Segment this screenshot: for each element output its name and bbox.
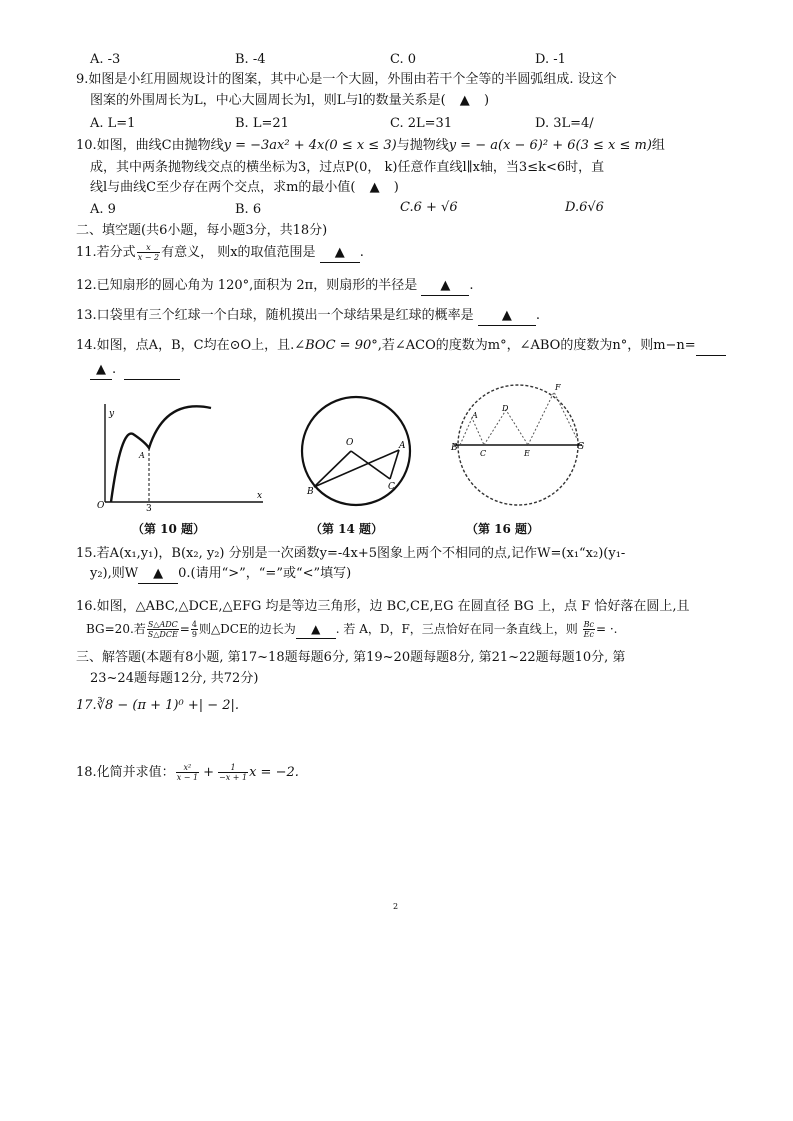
label-a: A xyxy=(399,441,406,451)
q10-line3: 线l与曲线C至少存在两个交点，求m的最小值( ▲ ) xyxy=(90,180,399,195)
q8-option-c: C. 0 xyxy=(390,52,417,67)
q14-line1: 14.如图，点A，B，C均在⊙O上，且.∠BOC = 90°,若∠ACO的度数为m°，∠ABO的度数为n°，则m−n= xyxy=(76,337,726,356)
q8-option-b: B. -4 xyxy=(235,52,266,67)
q18-fraction-2: $\frac{1}{-x + 1}$ xyxy=(218,763,248,782)
segment-ac xyxy=(390,450,399,479)
q15-line2: y₂),则W ▲ 0.(请用“>”，“=”或“<”填写) xyxy=(90,565,351,584)
triangle-efg xyxy=(528,392,580,445)
label-a: A xyxy=(472,411,478,420)
label-b: B xyxy=(451,443,458,453)
q9-line2: 图案的外围周长为L，中心大圆周长为l，则L与l的数量关系是( ▲ ) xyxy=(90,93,490,108)
q10-line1: 10.如图，曲线C由抛物线y = −3ax² + 4x(0 ≤ x ≤ 3)与抛物线y = − a(x − 6)² + 6(3 ≤ x ≤ m)组 xyxy=(76,138,665,153)
q9-line1: 9.如图是小红用圆规设计的图案，其中心是一个大圆，外围由若干个全等的半圆弧组成. 设这个 xyxy=(76,72,617,87)
q10-eq2: y = − a(x − 6)² + 6(3 ≤ x ≤ m) xyxy=(448,138,652,153)
point-a-label: A xyxy=(139,451,145,460)
label-f: F xyxy=(555,383,561,392)
label-o: O xyxy=(346,438,354,448)
label-g: G xyxy=(577,442,585,452)
q14-eq: ∠BOC = 90° xyxy=(294,338,378,353)
q9-option-c: C. 2L=31 xyxy=(390,116,453,131)
x-label: x xyxy=(257,491,263,501)
answer-mark: ▲ xyxy=(459,93,470,108)
answer-mark: ▲ xyxy=(440,278,451,293)
q12: 12.已知扇形的圆心角为 120°,面积为 2π，则扇形的半径是 ▲ . xyxy=(76,277,473,296)
answer-blank xyxy=(296,620,336,639)
section3-line2: 23~24题每题12分, 共72分) xyxy=(90,671,259,686)
answer-mark: ▲ xyxy=(90,361,112,380)
answer-mark: ▲ xyxy=(501,308,512,323)
q18-fraction-1: $\frac{\text{x²}}{x - 1}$ xyxy=(176,763,199,782)
q16-line2: BG=20.若 $\frac{\text{S△ADC}}{\text{S△DCE}}$ = $\frac{4}{9}$ 则△DCE的边长为 ▲ . 若 A，D，F，三点恰好在同一条直线上，则 $\frac{Bc}{Ec}$ = ·. xyxy=(86,620,618,639)
q17: 17.∛8 − (π + 1)⁰ +| − 2|. xyxy=(76,698,240,713)
q8-option-d: D. -1 xyxy=(535,52,566,67)
label-e: E xyxy=(524,449,530,458)
answer-mark: ▲ xyxy=(311,622,321,636)
q10-option-d: D.6√6 xyxy=(565,200,604,215)
q16-bc-ec-ratio: $\frac{Bc}{Ec}$ xyxy=(583,620,594,639)
label-d: D xyxy=(502,404,509,413)
q18: 18.化简并求值： $\frac{\text{x²}}{x - 1}$ + $\frac{1}{-x + 1}$ x = −2. xyxy=(76,763,299,782)
answer-mark: ▲ xyxy=(334,245,345,260)
q10-line2: 成，其中两条抛物线交点的横坐标为3，过点P(0， k)任意作直线l∥x轴，当3≤k<6时，直 xyxy=(90,160,605,175)
q9-option-d: D. 3L=4/ xyxy=(535,116,594,131)
figure-14-circle xyxy=(298,392,414,508)
figure-10-caption: （第 10 题） xyxy=(132,522,206,536)
y-label: y xyxy=(109,409,115,419)
tick-3-label: 3 xyxy=(146,504,152,513)
figure-16-caption: （第 16 题） xyxy=(466,522,540,536)
figure-14-caption: （第 14 题） xyxy=(310,522,384,536)
section2-heading: 二、填空题(共6小题，每小题3分，共18分) xyxy=(76,223,328,238)
answer-mark: ▲ xyxy=(153,566,164,581)
answer-blank xyxy=(421,277,469,296)
q10-option-b: B. 6 xyxy=(235,202,262,217)
q9-option-b: B. L=21 xyxy=(235,116,289,131)
label-c: C xyxy=(388,482,395,492)
q15-line1: 15.若A(x₁,y₁)，B(x₂, y₂) 分别是一次函数y=-4x+5图象上两个不相同的点,记作W=(x₁“x₂)(y₁- xyxy=(76,546,626,561)
segment-oc xyxy=(351,451,390,479)
origin-label: O xyxy=(97,501,105,511)
figure-16-circle xyxy=(448,380,588,510)
q11: 11.若分式 $\frac{x}{x - 2}$ 有意义， 则x的取值范围是 ▲ . xyxy=(76,243,364,262)
answer-blank xyxy=(124,361,180,380)
answer-blank xyxy=(320,244,360,263)
q8-option-a: A. -3 xyxy=(90,52,121,67)
triangle-abc xyxy=(460,418,484,445)
page-number: 2 xyxy=(393,902,399,911)
q10-option-c: C.6 + √6 xyxy=(400,200,458,215)
answer-mark: ▲ xyxy=(369,180,380,195)
q16-ratio-value: $\frac{4}{9}$ xyxy=(191,620,197,639)
q16-line1: 16.如图，△ABC,△DCE,△EFG 均是等边三角形，边 BC,CE,EG 在圆直径 BG 上，点 F 恰好落在圆上,且 xyxy=(76,599,690,614)
q16-area-ratio: $\frac{\text{S△ADC}}{\text{S△DCE}}$ xyxy=(147,620,178,639)
label-c: C xyxy=(480,449,487,458)
q11-fraction: $\frac{x}{x - 2}$ xyxy=(137,243,160,262)
q9-option-a: A. L=1 xyxy=(90,116,136,131)
section3-line1: 三、解答题(本题有8小题, 第17~18题每题6分, 第19~20题每题8分, 第21~22题每题10分, 第 xyxy=(76,650,626,665)
answer-blank xyxy=(478,307,536,326)
q14-line2: ▲ . xyxy=(90,361,180,380)
figure-10-graph xyxy=(93,398,273,513)
answer-blank xyxy=(696,337,726,356)
q13: 13.口袋里有三个红球一个白球，随机摸出一个球结果是红球的概率是 ▲ . xyxy=(76,307,540,326)
curve-c xyxy=(111,406,211,502)
answer-blank xyxy=(138,565,178,584)
q10-eq1: y = −3ax² + 4x(0 ≤ x ≤ 3) xyxy=(223,138,397,153)
triangle-dce xyxy=(484,410,528,445)
q10-option-a: A. 9 xyxy=(90,202,116,217)
segment-ob xyxy=(314,451,351,487)
label-b: B xyxy=(307,487,314,497)
